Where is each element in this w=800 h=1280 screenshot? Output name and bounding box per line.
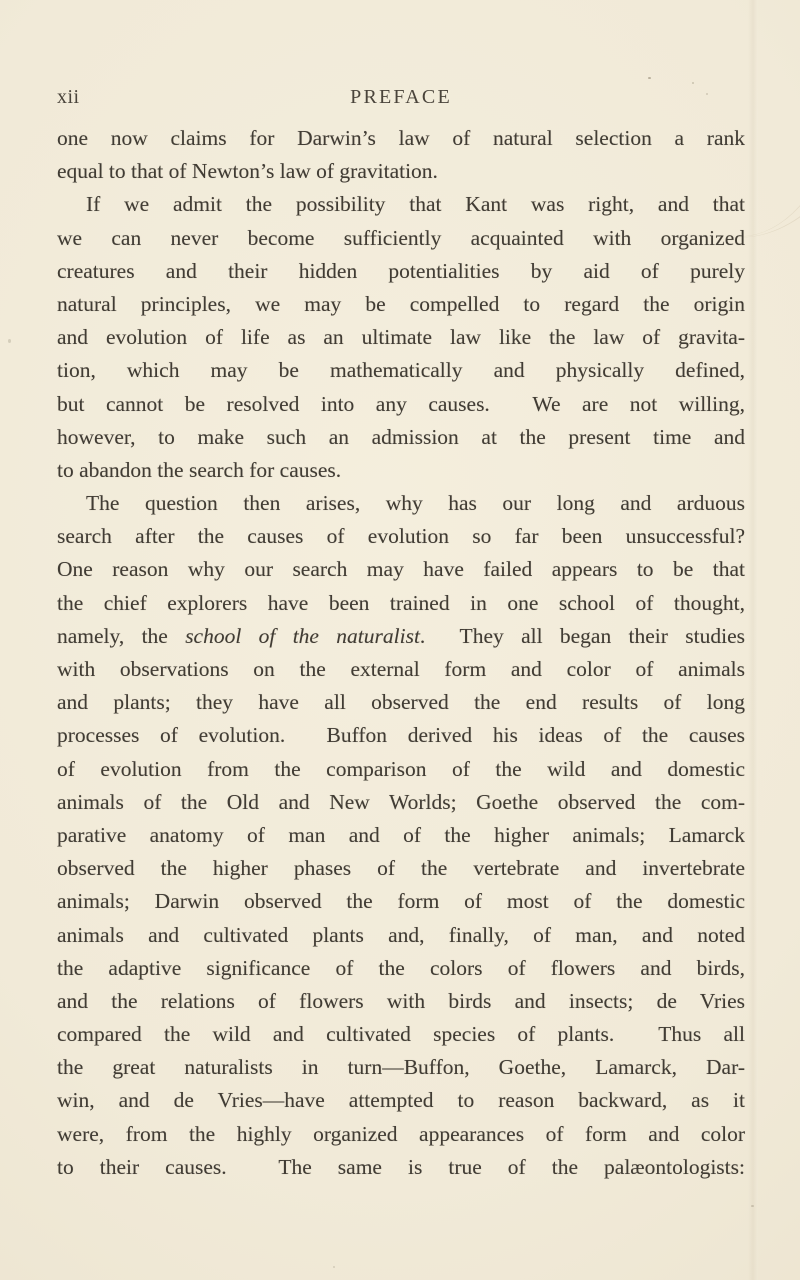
text-line <box>57 952 745 985</box>
text-line <box>57 222 745 255</box>
text-line <box>57 255 745 288</box>
text-line <box>57 819 745 852</box>
italic-phrase: school of the naturalist <box>185 623 420 648</box>
text-segment: and evolution of life as an ultimate law like the law of gravita- <box>57 325 745 350</box>
text-segment: The question then arises, why has our long and arduous <box>86 491 745 516</box>
text-line <box>57 288 745 321</box>
text-line <box>57 719 745 752</box>
text-segment: parative anatomy of man and of the higher animals; Lamarck <box>57 822 745 847</box>
text-segment: animals; Darwin observed the form of most of the domestic <box>57 889 745 914</box>
text-segment: One reason why our search may have failed appears to be that <box>57 557 745 582</box>
text-line <box>57 1051 745 1084</box>
text-line <box>57 587 745 620</box>
text-line <box>57 122 745 155</box>
text-line <box>57 553 745 586</box>
page-number: xii <box>57 86 80 108</box>
text-line <box>57 454 745 487</box>
text-segment: animals of the Old and New Worlds; Goethe observed the com- <box>57 789 745 814</box>
text-segment: natural principles, we may be compelled to regard the origin <box>57 291 745 316</box>
text-segment: and the relations of flowers with birds and insects; de Vries <box>57 988 745 1013</box>
text-line <box>57 852 745 885</box>
paper-speck <box>648 77 651 79</box>
text-segment: one now claims for Darwin’s law of natural selection a rank <box>57 126 745 150</box>
text-segment: search after the causes of evolution so far been unsuccessful? <box>57 524 745 549</box>
text-segment: tion, which may be mathematically and physically defined, <box>57 358 745 383</box>
text-line <box>57 786 745 819</box>
text-segment: observed the higher phases of the vertebrate and invertebrate <box>57 856 745 881</box>
text-segment: compared the wild and cultivated species of plants. Thus all <box>57 1022 745 1047</box>
text-segment: . They all began their studies <box>419 623 745 648</box>
page-text <box>57 122 745 1184</box>
text-line <box>57 487 745 520</box>
text-line <box>57 753 745 786</box>
text-line <box>57 188 745 221</box>
text-segment: namely, the <box>57 623 186 648</box>
text-line <box>57 1151 745 1184</box>
paper-speck <box>751 1205 754 1207</box>
paper-crease <box>748 0 758 1280</box>
text-segment: the great naturalists in turn—Buffon, Goethe, Lamarck, Dar- <box>57 1055 745 1080</box>
text-line <box>57 155 745 188</box>
text-segment: win, and de Vries—have attempted to reason backward, as it <box>57 1088 745 1113</box>
text-segment: the chief explorers have been trained in one school of thought, <box>57 590 745 615</box>
paper-speck <box>8 339 11 343</box>
text-segment: to abandon the search for causes. <box>57 457 342 482</box>
text-segment: creatures and their hidden potentialities by aid of purely <box>57 258 745 283</box>
text-line <box>57 620 745 653</box>
text-line <box>57 1018 745 1051</box>
text-segment: with observations on the external form and color of animals <box>57 657 745 681</box>
running-head <box>57 84 745 110</box>
text-line <box>57 354 745 387</box>
text-line <box>57 388 745 421</box>
text-segment: were, from the highly organized appearances of form and color <box>57 1121 745 1146</box>
text-segment: processes of evolution. Buffon derived his ideas of the causes <box>57 723 745 748</box>
text-line <box>57 421 745 454</box>
text-line <box>57 985 745 1018</box>
text-line <box>57 520 745 553</box>
text-segment: and plants; they have all observed the end results of long <box>57 690 745 715</box>
text-segment: of evolution from the comparison of the wild and domestic <box>57 756 745 781</box>
text-segment: equal to that of Newton’s law of gravitation. <box>57 159 438 184</box>
text-line <box>57 885 745 918</box>
text-segment: we can never become sufficiently acquainted with organized <box>57 225 745 250</box>
text-line <box>57 653 745 686</box>
text-line <box>57 1084 745 1117</box>
text-segment: however, to make such an admission at the present time and <box>57 424 745 449</box>
paper-speck <box>333 1266 335 1268</box>
text-segment: but cannot be resolved into any causes. We are not willing, <box>57 391 745 416</box>
text-line <box>57 1118 745 1151</box>
text-segment: to their causes. The same is true of the palæontologists: <box>57 1154 745 1179</box>
text-segment: If we admit the possibility that Kant was right, and that <box>86 192 745 217</box>
text-line <box>57 321 745 354</box>
running-title: PREFACE <box>350 86 452 108</box>
text-line <box>57 919 745 952</box>
text-line <box>57 686 745 719</box>
text-segment: the adaptive significance of the colors of flowers and birds, <box>57 955 745 980</box>
text-segment: animals and cultivated plants and, finally, of man, and noted <box>57 922 745 947</box>
